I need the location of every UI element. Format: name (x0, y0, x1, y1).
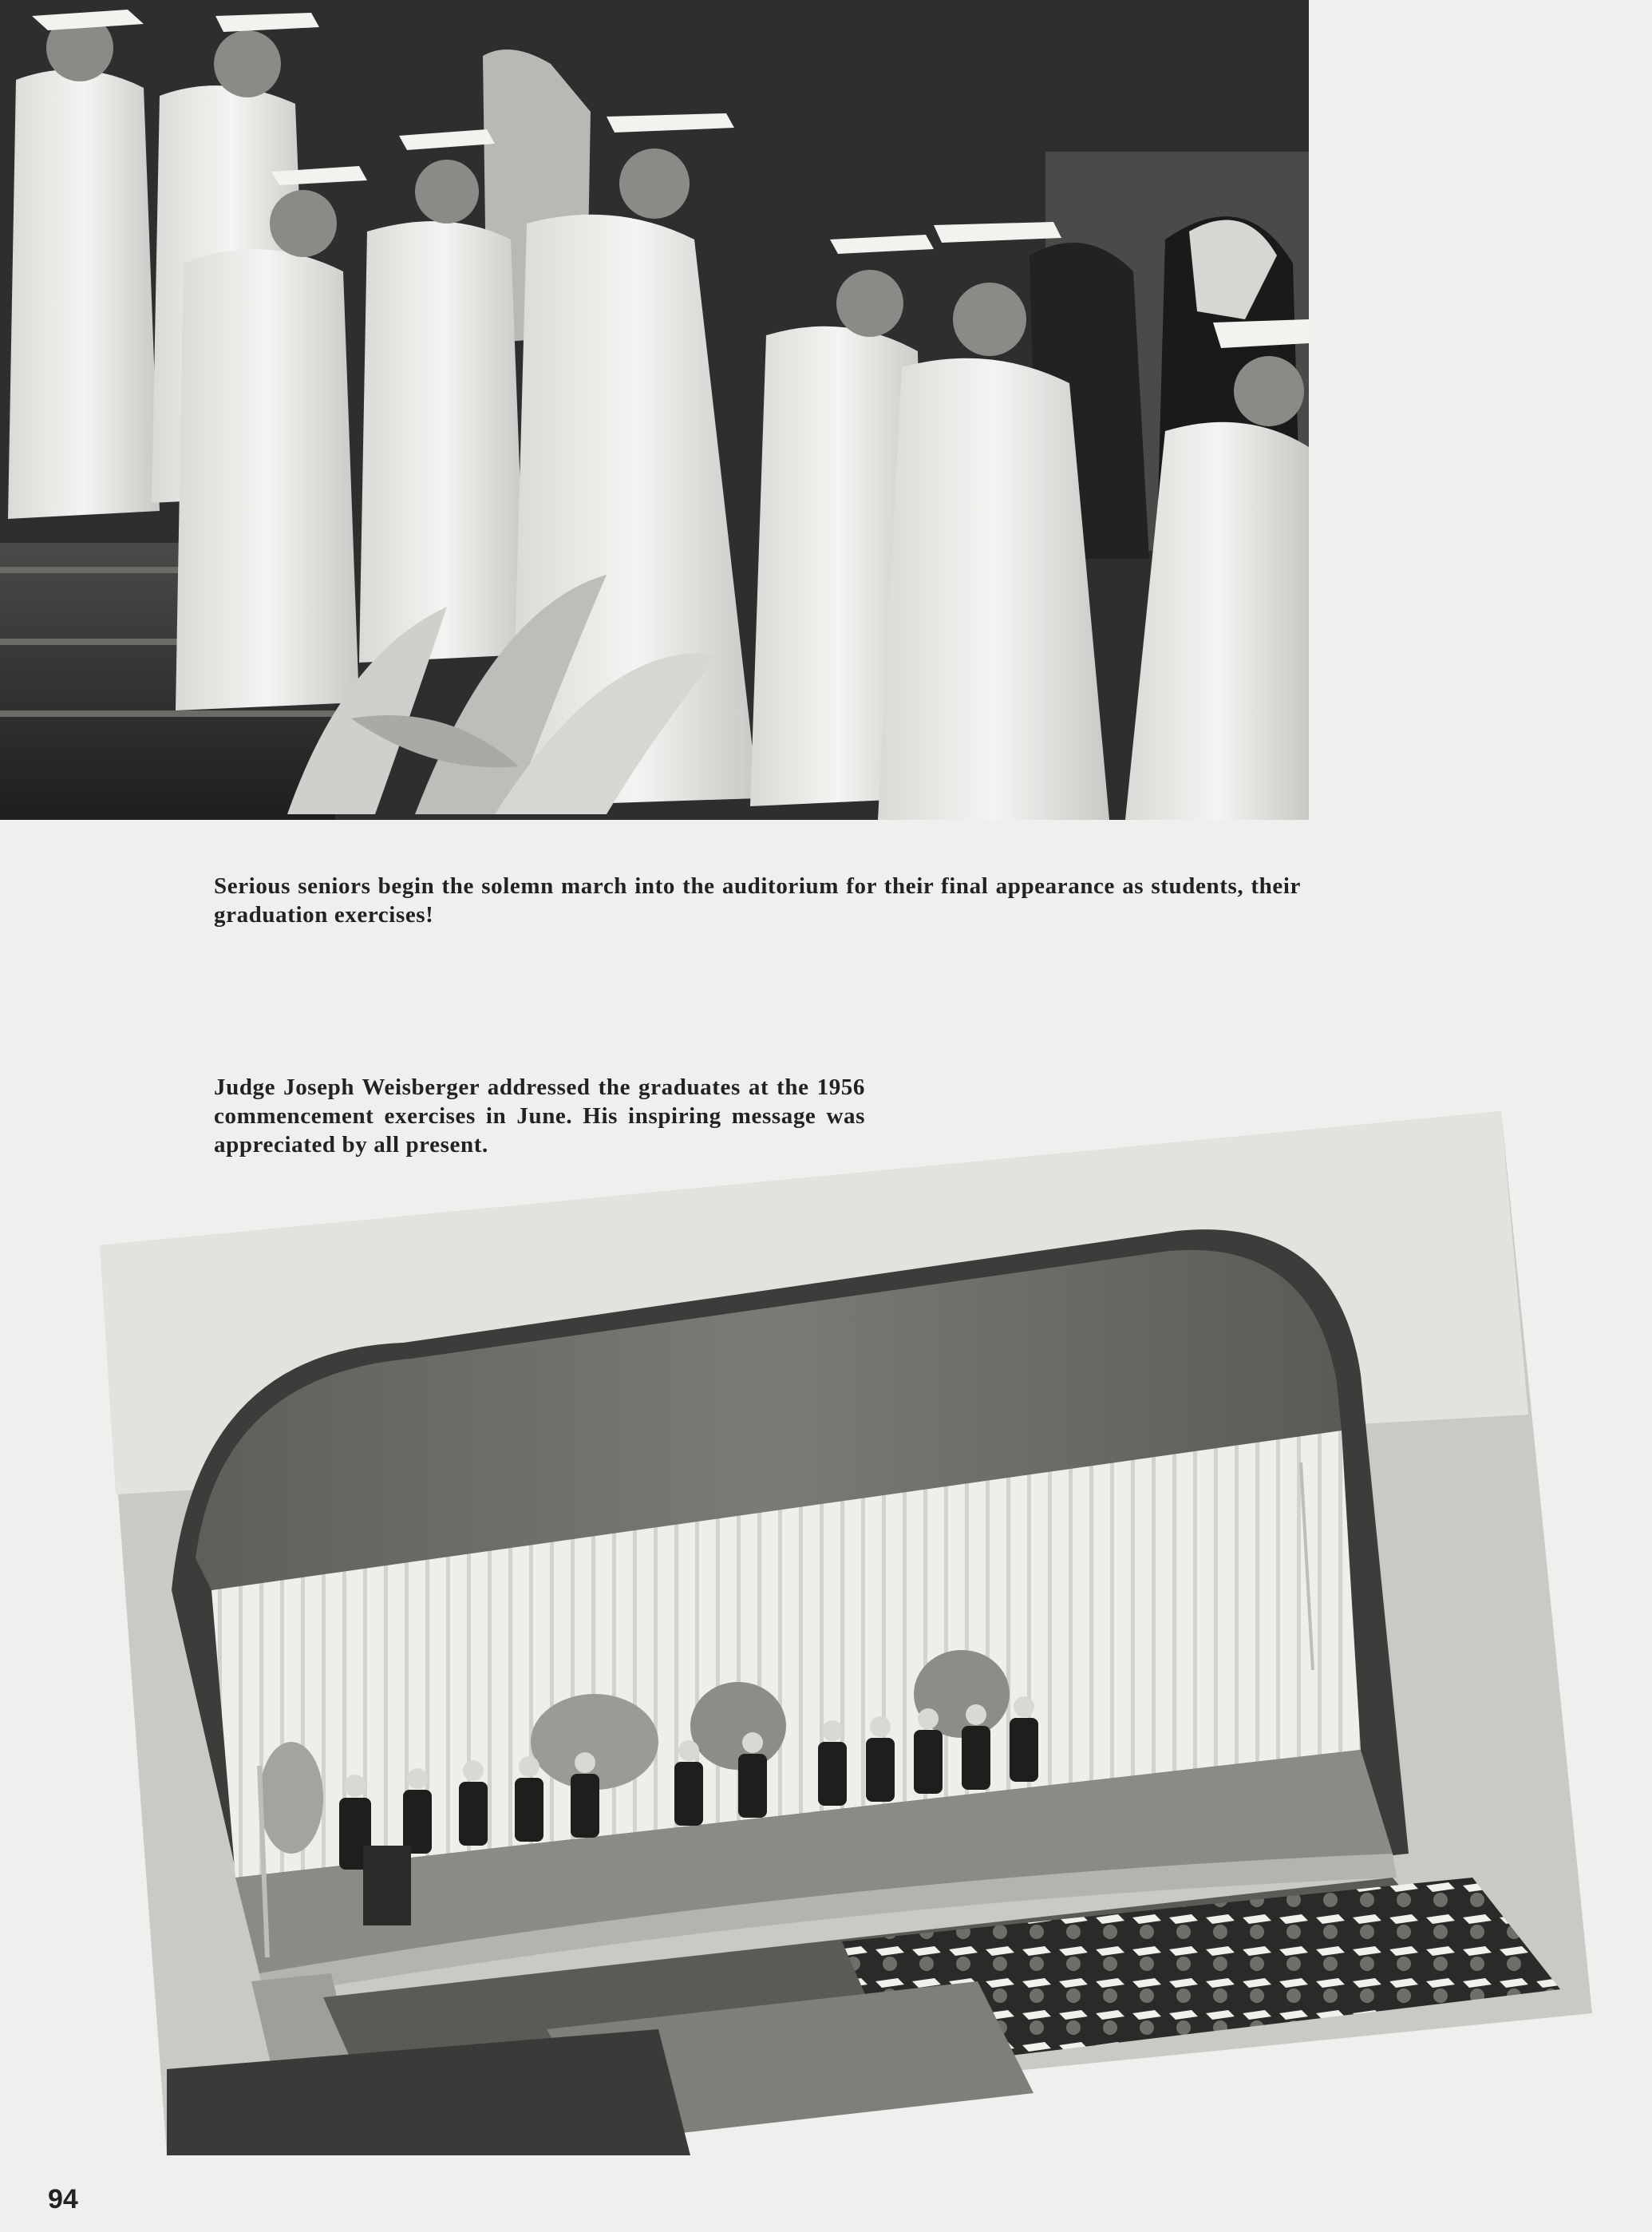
graduation-procession-photo (0, 0, 1309, 820)
commencement-auditorium-photo (100, 1111, 1592, 2155)
procession-caption: Serious seniors begin the solemn march into the auditorium for their final appearance as students, their graduation exercises! (214, 873, 1301, 928)
commencement-caption: Judge Joseph Weisberger addressed the graduates at the 1956 commencement exercises in June. His inspiring message was appreciated by all present. (214, 1074, 865, 1158)
page-number: 94 (48, 2184, 78, 2214)
